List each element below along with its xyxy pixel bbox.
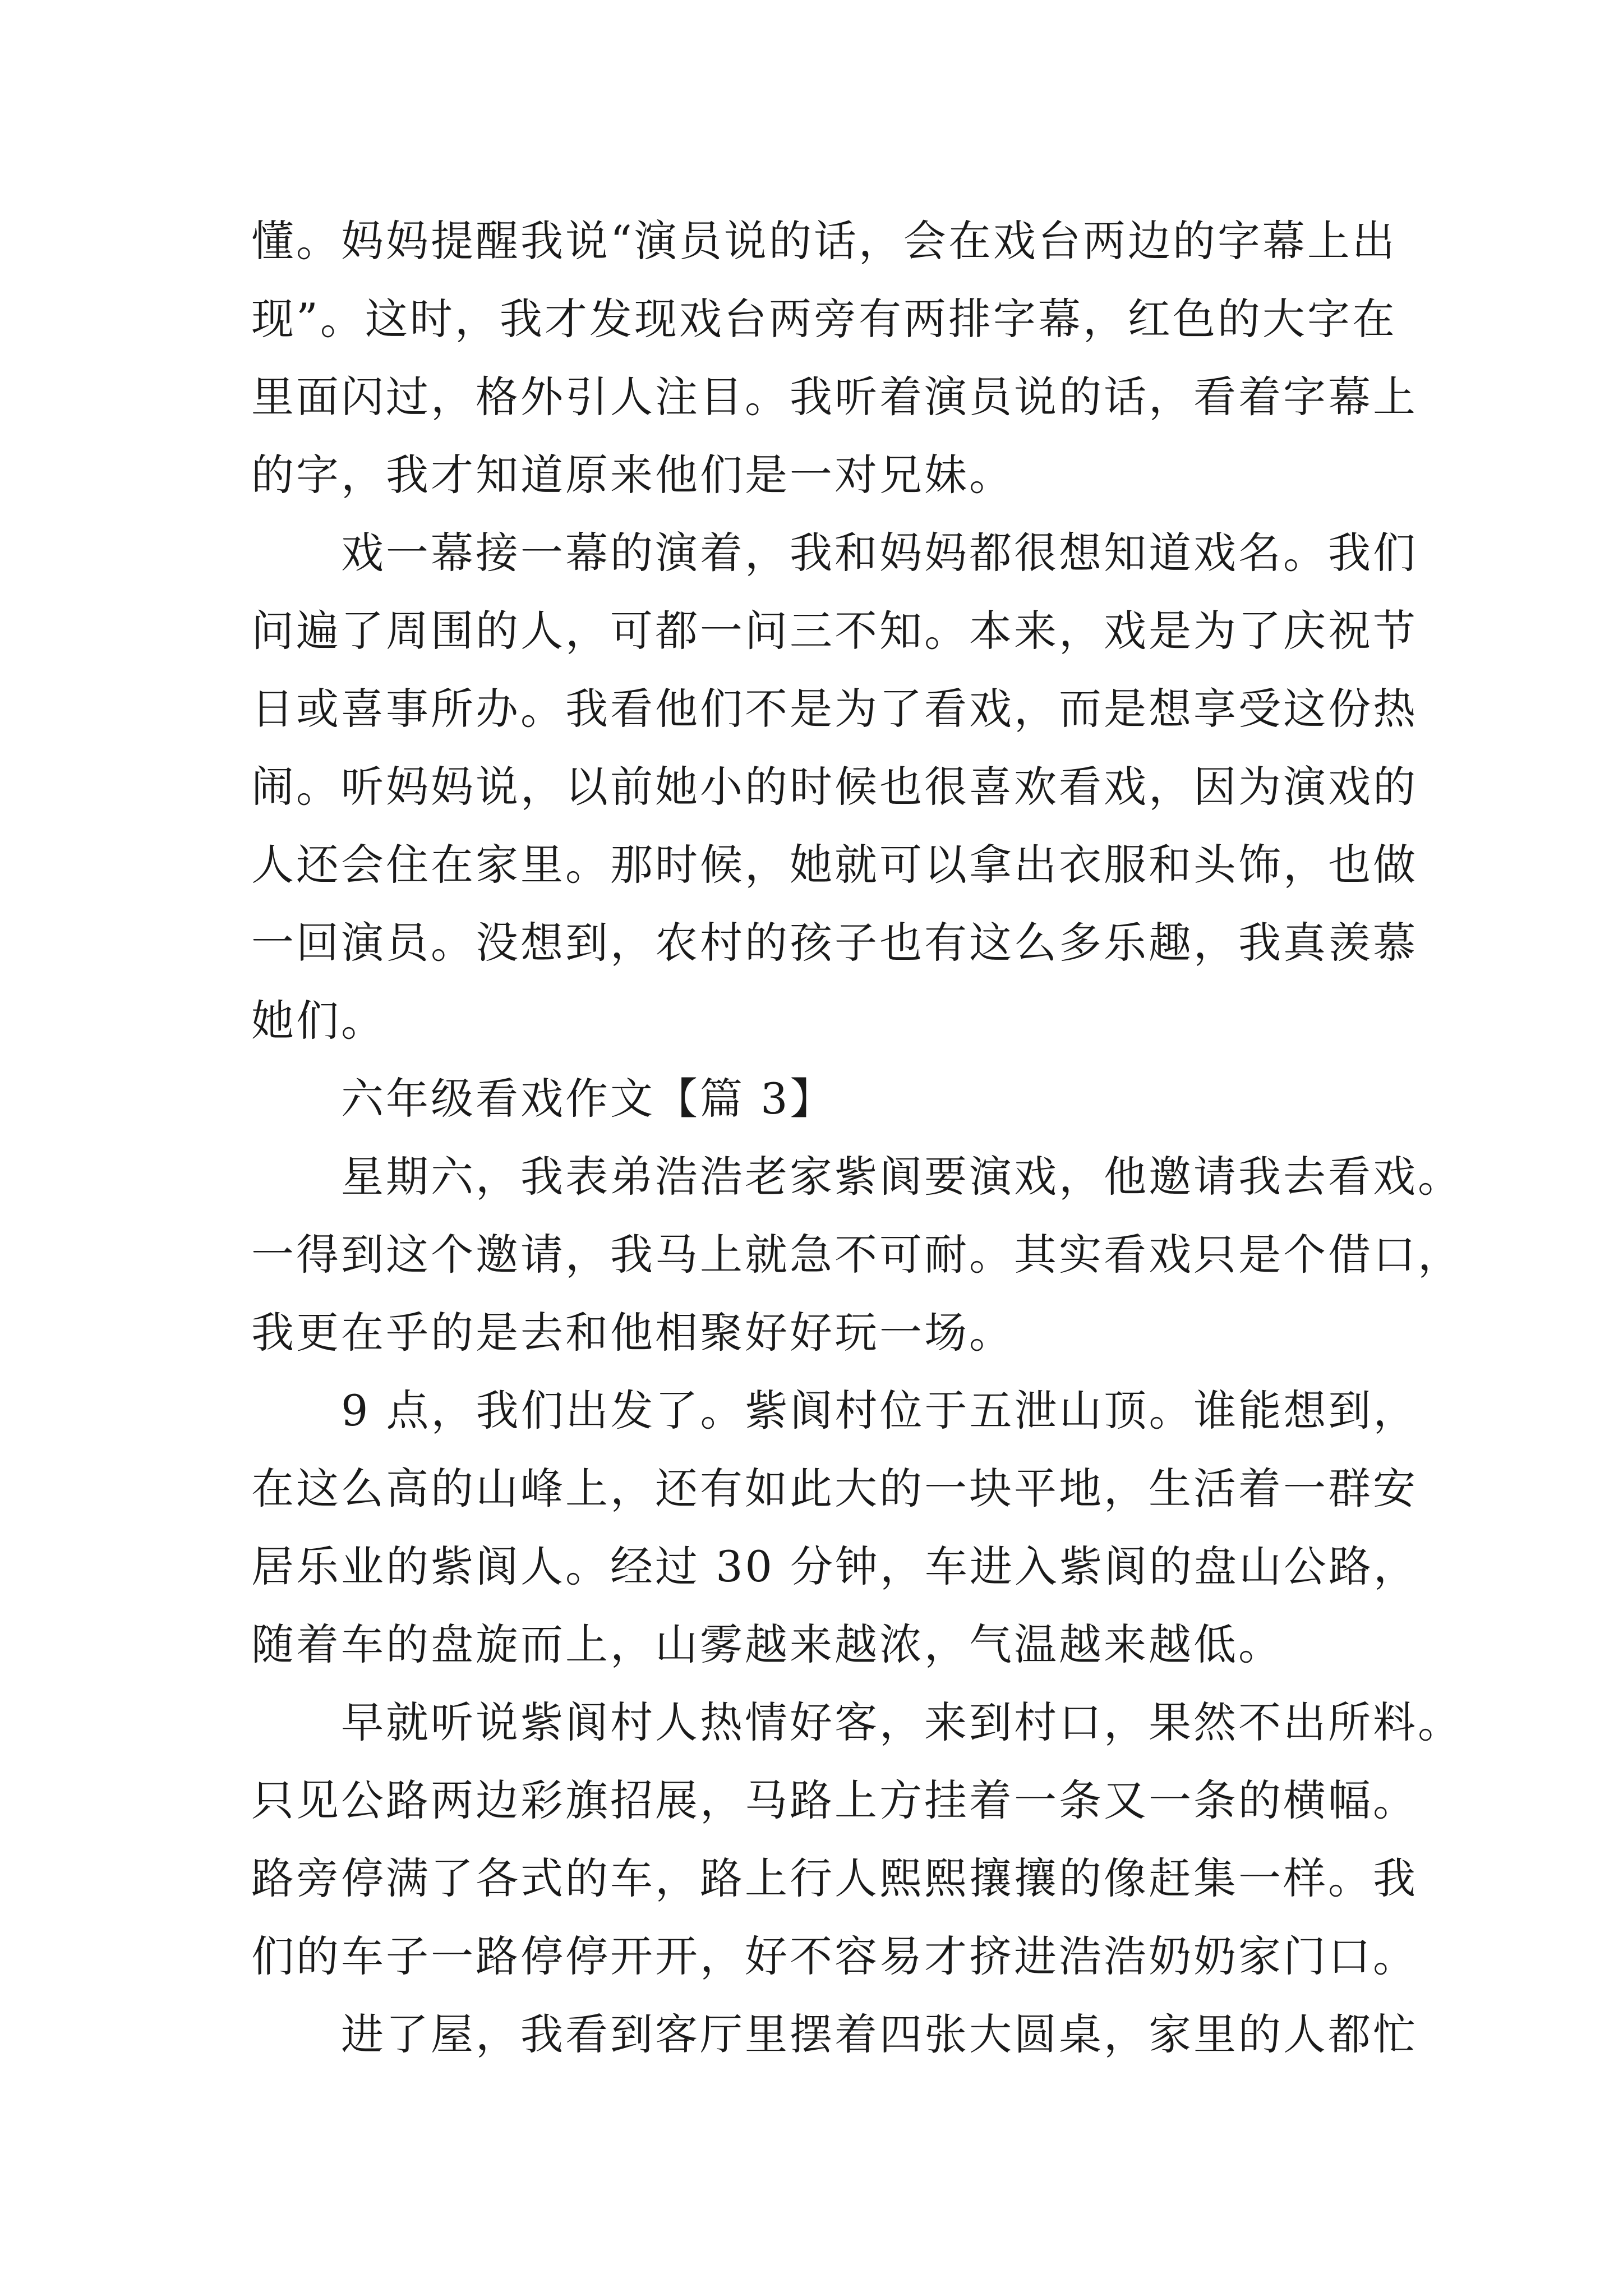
paragraph-6 xyxy=(251,1995,1418,2073)
text-line: 进了屋，我看到客厅里摆着四张大圆桌，家里的人都忙 xyxy=(341,2009,1418,2059)
text-line: 一回演员。没想到，农村的孩子也有这么多乐趣，我真羡慕 xyxy=(251,918,1418,968)
text-line: 问遍了周围的人，可都一问三不知。本来，戏是为了庆祝节 xyxy=(251,606,1418,656)
text-line: 星期六，我表弟浩浩老家紫阆要演戏，他邀请我去看戏。 xyxy=(341,1152,1463,1202)
text-line: 在这么高的山峰上，还有如此大的一块平地，生活着一群安 xyxy=(251,1464,1418,1513)
text-line: 只见公路两边彩旗招展，马路上方挂着一条又一条的横幅。 xyxy=(251,1775,1418,1825)
text-line: 居乐业的紫阆人。经过 30 分钟，车进入紫阆的盘山公路， xyxy=(251,1542,1419,1591)
text-line: 日或喜事所办。我看他们不是为了看戏，而是想享受这份热 xyxy=(251,684,1418,734)
paragraph-2 xyxy=(251,514,1418,1060)
section-heading xyxy=(251,1060,1401,1138)
text-line: 里面闪过，格外引人注目。我听着演员说的话，看着字幕上 xyxy=(251,372,1418,422)
paragraph-4 xyxy=(251,1372,1419,1683)
text-line: 随着车的盘旋而上，山雾越来越浓，气温越来越低。 xyxy=(251,1619,1283,1669)
text-line: 的字，我才知道原来他们是一对兄妹。 xyxy=(251,450,1014,500)
text-line: 戏一幕接一幕的演着，我和妈妈都很想知道戏名。我们 xyxy=(341,528,1418,578)
text-line: 们的车子一路停停开开，好不容易才挤进浩浩奶奶家门口。 xyxy=(251,1931,1418,1981)
text-line: 现”。这时，我才发现戏台两旁有两排字幕，红色的大字在 xyxy=(251,294,1397,344)
text-line: 人还会住在家里。那时候，她就可以拿出衣服和头饰，也做 xyxy=(251,840,1418,890)
heading-line: 六年级看戏作文【篇 3】 xyxy=(341,1074,835,1124)
document-body xyxy=(251,202,1463,2073)
text-line: 我更在乎的是去和他相聚好好玩一场。 xyxy=(251,1308,1014,1358)
text-line: 她们。 xyxy=(251,996,386,1046)
text-line: 9 点，我们出发了。紫阆村位于五泄山顶。谁能想到， xyxy=(341,1386,1418,1435)
paragraph-1 xyxy=(251,202,1418,514)
text-line: 早就听说紫阆村人热情好客，来到村口，果然不出所料。 xyxy=(341,1697,1463,1747)
text-line: 懂。妈妈提醒我说“演员说的话，会在戏台两边的字幕上出 xyxy=(251,216,1397,266)
text-line: 路旁停满了各式的车，路上行人熙熙攘攘的像赶集一样。我 xyxy=(251,1853,1418,1903)
text-line: 一得到这个邀请，我马上就急不可耐。其实看戏只是个借口， xyxy=(251,1230,1463,1280)
paragraph-3 xyxy=(251,1138,1463,1372)
text-line: 闹。听妈妈说，以前她小的时候也很喜欢看戏，因为演戏的 xyxy=(251,762,1418,812)
paragraph-5 xyxy=(251,1683,1463,1995)
